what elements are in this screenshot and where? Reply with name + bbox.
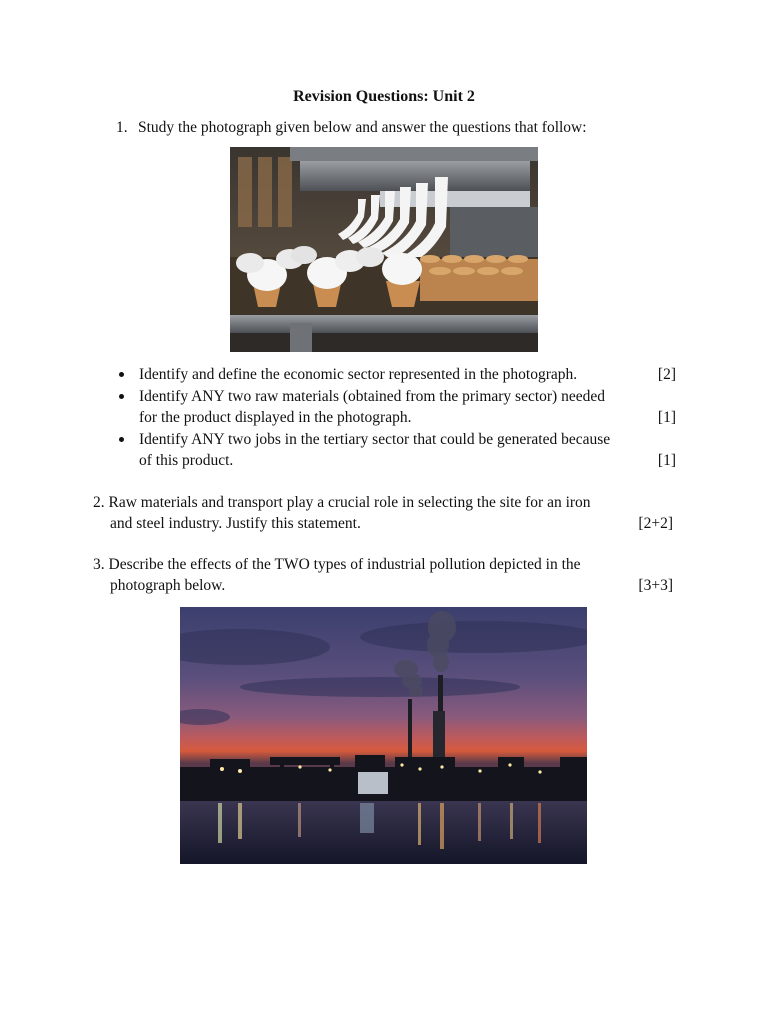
list-item [116, 364, 676, 385]
bullet-text: Identify and define the economic sector represented in the photograph. [139, 366, 578, 383]
question-1 [116, 117, 676, 138]
ice-cream-factory-photo [230, 147, 538, 352]
industrial-pollution-photo [180, 607, 587, 864]
marks-label: [1] [657, 409, 676, 426]
question-1-text: Study the photograph given below and answer the questions that follow: [138, 119, 587, 136]
question-2 [93, 492, 673, 534]
question-1-bullets [116, 364, 676, 472]
bullet-icon [119, 437, 124, 442]
question-3-line-continued: photograph below. [110, 577, 226, 594]
marks-label: [3+3] [638, 577, 673, 594]
question-2-line-continued: and steel industry. Justify this statement. [110, 515, 361, 532]
bullet-icon [119, 394, 124, 399]
marks-label: [1] [657, 452, 676, 469]
page-title: Revision Questions: Unit 2 [293, 88, 475, 105]
list-item [116, 386, 676, 428]
list-item [116, 429, 676, 471]
marks-label: [2+2] [638, 515, 673, 532]
marks-label: [2] [657, 366, 676, 383]
question-2-line: 2. Raw materials and transport play a crucial role in selecting the site for an iron [93, 494, 591, 511]
bullet-text-continued: of this product. [139, 452, 234, 469]
bullet-text: Identify ANY two jobs in the tertiary sector that could be generated because [139, 431, 611, 448]
bullet-icon [119, 372, 124, 377]
question-3 [93, 554, 673, 596]
question-3-line: 3. Describe the effects of the TWO types of industrial pollution depicted in the [93, 556, 581, 573]
bullet-text: Identify ANY two raw materials (obtained from the primary sector) needed [139, 388, 605, 405]
question-1-number: 1. [116, 119, 128, 136]
bullet-text-continued: for the product displayed in the photograph. [139, 409, 412, 426]
